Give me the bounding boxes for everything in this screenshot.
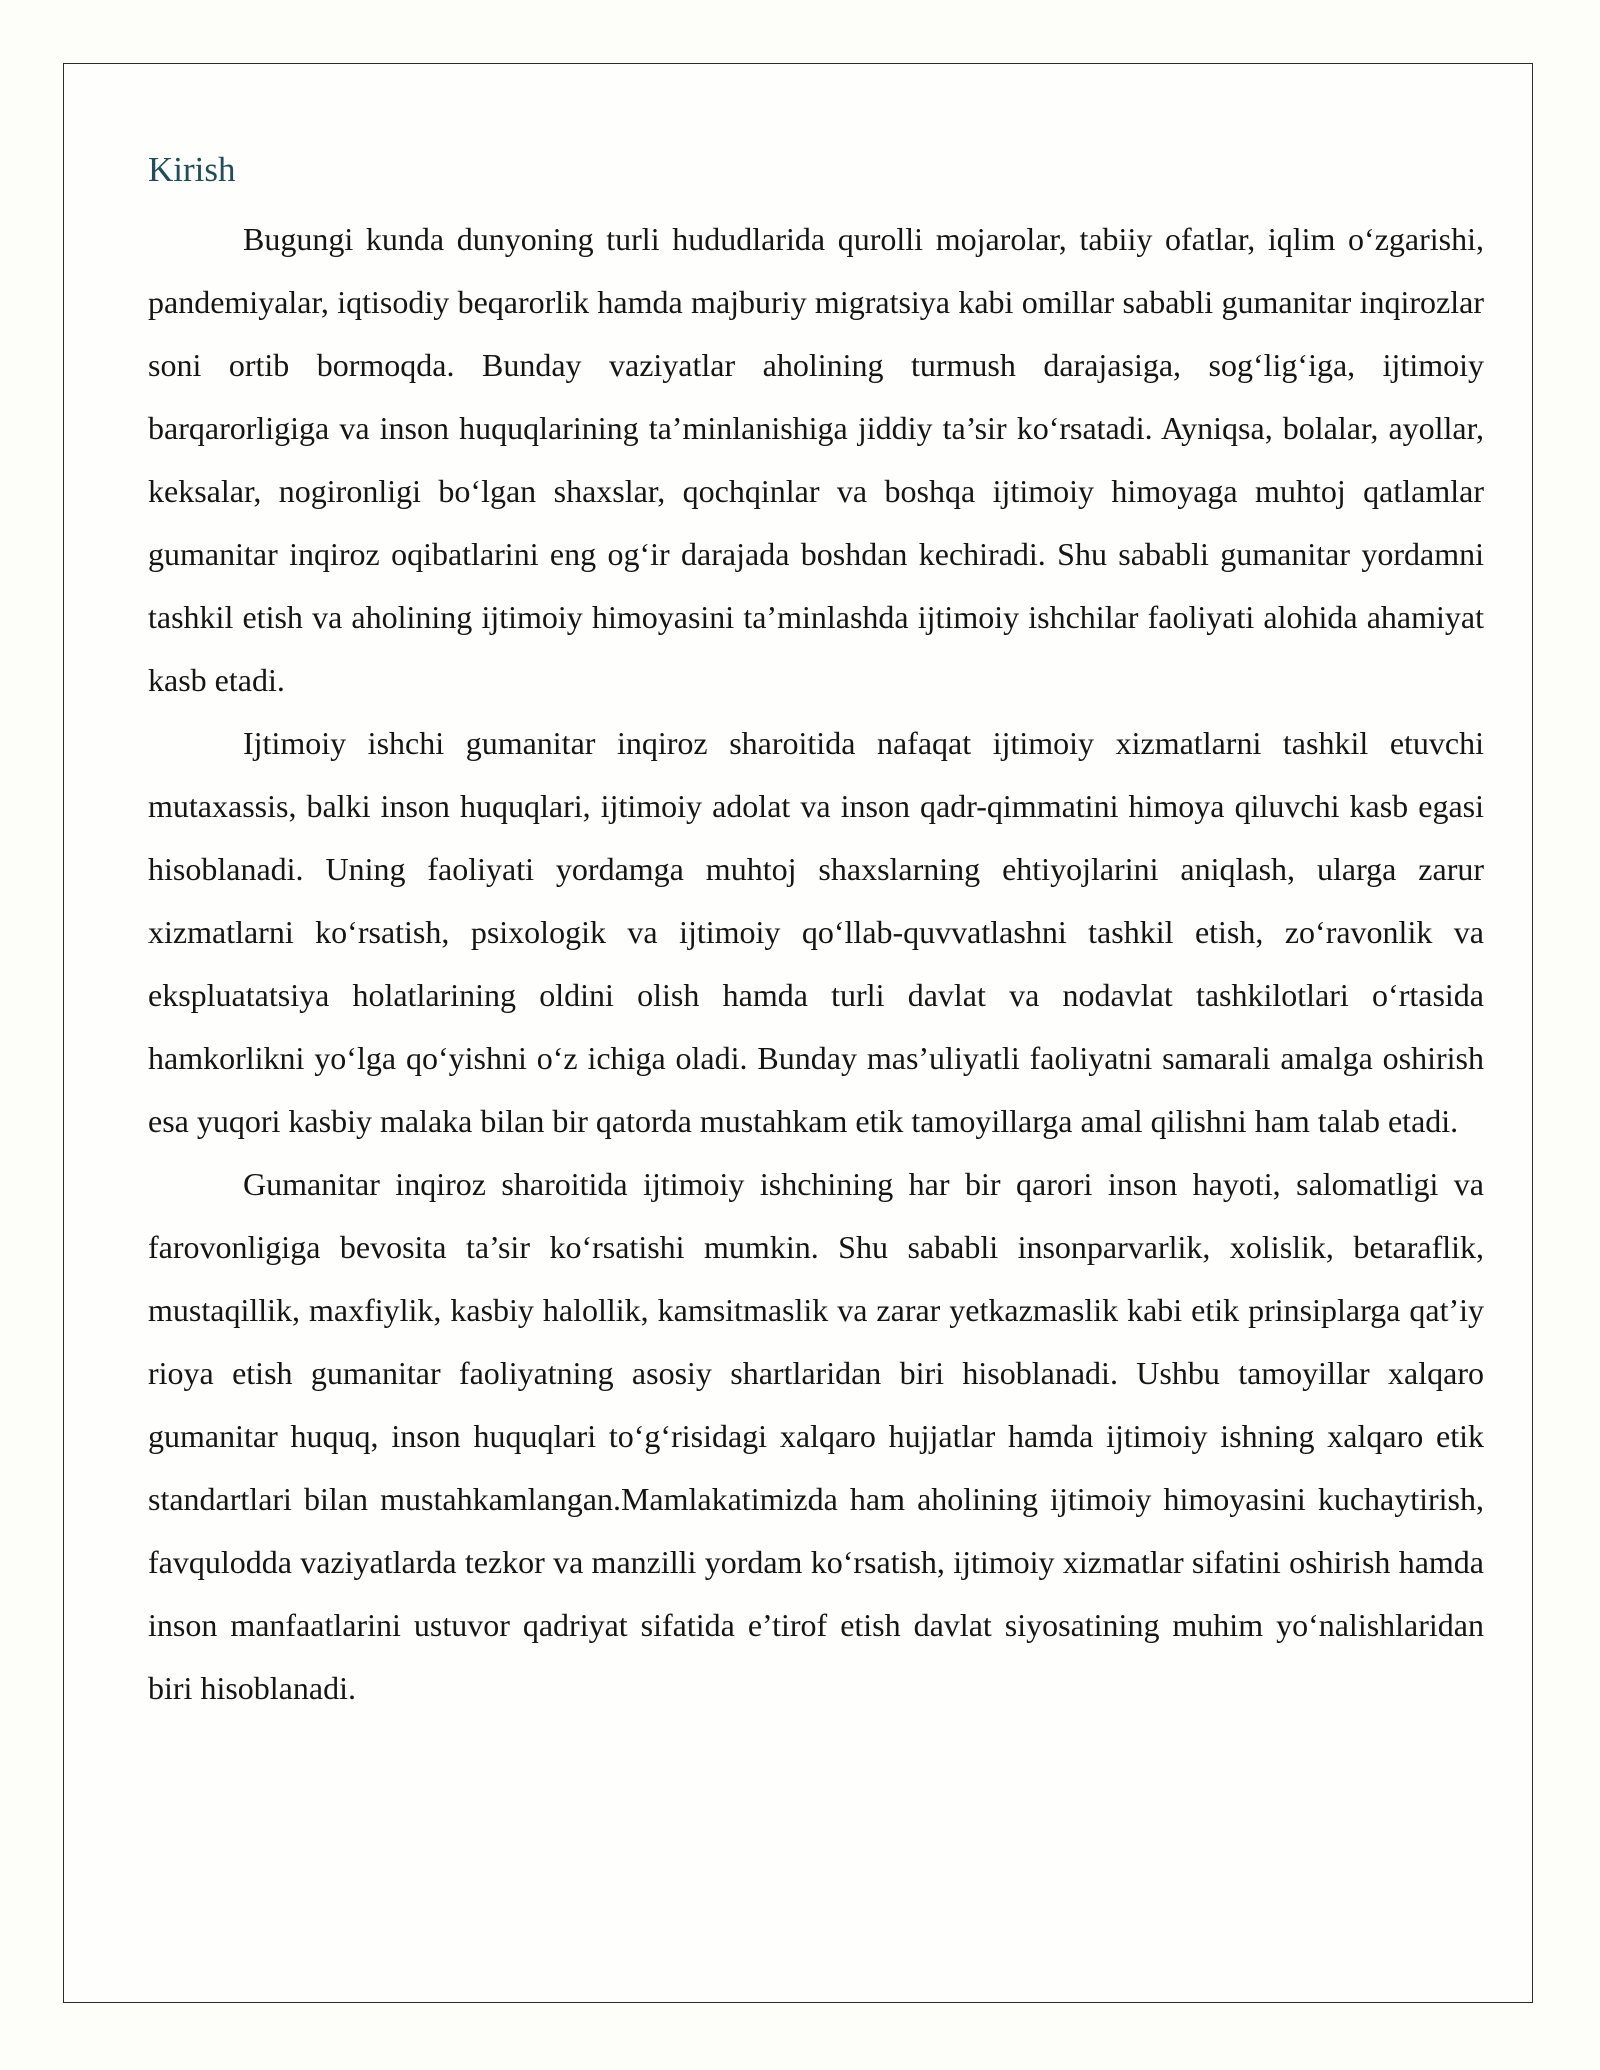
paragraph-2: Ijtimoiy ishchi gumanitar inqiroz sharoitida nafaqat ijtimoiy xizmatlarni tashkil etuvchi mutaxassis, balki inson huquqlari, ijtimoiy adolat va inson qadr-qimmatini himoya qiluvchi kasb egasi hisoblanadi. Uning faoliyati yordamga muhtoj shaxslarning ehtiyojlarini aniqlash, ularga zarur xizmatlarni ko‘rsatish, psixologik va ijtimoiy qo‘llab-quvvatlashni tashkil etish, zo‘ravonlik va ekspluatatsiya holatlarining oldini olish hamda turli davlat va nodavlat tashkilotlari o‘rtasida hamkorlikni yo‘lga qo‘yishni o‘z ichiga oladi. Bunday mas’uliyatli faoliyatni samarali amalga oshirish esa yuqori kasbiy malaka bilan bir qatorda mustahkam etik tamoyillarga amal qilishni ham talab etadi. [148,725,1484,1139]
section-heading: Kirish [148,150,236,189]
paragraph-3: Gumanitar inqiroz sharoitida ijtimoiy ishchining har bir qarori inson hayoti, salomatligi va farovonligiga bevosita ta’sir ko‘rsatishi mumkin. Shu sababli insonparvarlik, xolislik, betaraflik, mustaqillik, maxfiylik, kasbiy halollik, kamsitmaslik va zarar yetkazmaslik kabi etik prinsiplarga qat’iy rioya etish gumanitar faoliyatning asosiy shartlaridan biri hisoblanadi. Ushbu tamoyillar xalqaro gumanitar huquq, inson huquqlari to‘g‘risidagi xalqaro hujjatlar hamda ijtimoiy ishning xalqaro etik standartlari bilan mustahkamlangan.Mamlakatimizda ham aholining ijtimoiy himoyasini kuchaytirish, favqulodda vaziyatlarda tezkor va manzilli yordam ko‘rsatish, ijtimoiy xizmatlar sifatini oshirish hamda inson manfaatlarini ustuvor qadriyat sifatida e’tirof etish davlat siyosatining muhim yo‘nalishlaridan biri hisoblanadi. [148,1166,1484,1706]
document-body [148,146,1484,1720]
paragraph-1: Bugungi kunda dunyoning turli hududlarida qurolli mojarolar, tabiiy ofatlar, iqlim o‘zgarishi, pandemiyalar, iqtisodiy beqarorlik hamda majburiy migratsiya kabi omillar sababli gumanitar inqirozlar soni ortib bormoqda. Bunday vaziyatlar aholining turmush darajasiga, sog‘lig‘iga, ijtimoiy barqarorligiga va inson huquqlarining ta’minlanishiga jiddiy ta’sir ko‘rsatadi. Ayniqsa, bolalar, ayollar, keksalar, nogironligi bo‘lgan shaxslar, qochqinlar va boshqa ijtimoiy himoyaga muhtoj qatlamlar gumanitar inqiroz oqibatlarini eng og‘ir darajada boshdan kechiradi. Shu sababli gumanitar yordamni tashkil etish va aholining ijtimoiy himoyasini ta’minlashda ijtimoiy ishchilar faoliyati alohida ahamiyat kasb etadi. [148,221,1484,698]
